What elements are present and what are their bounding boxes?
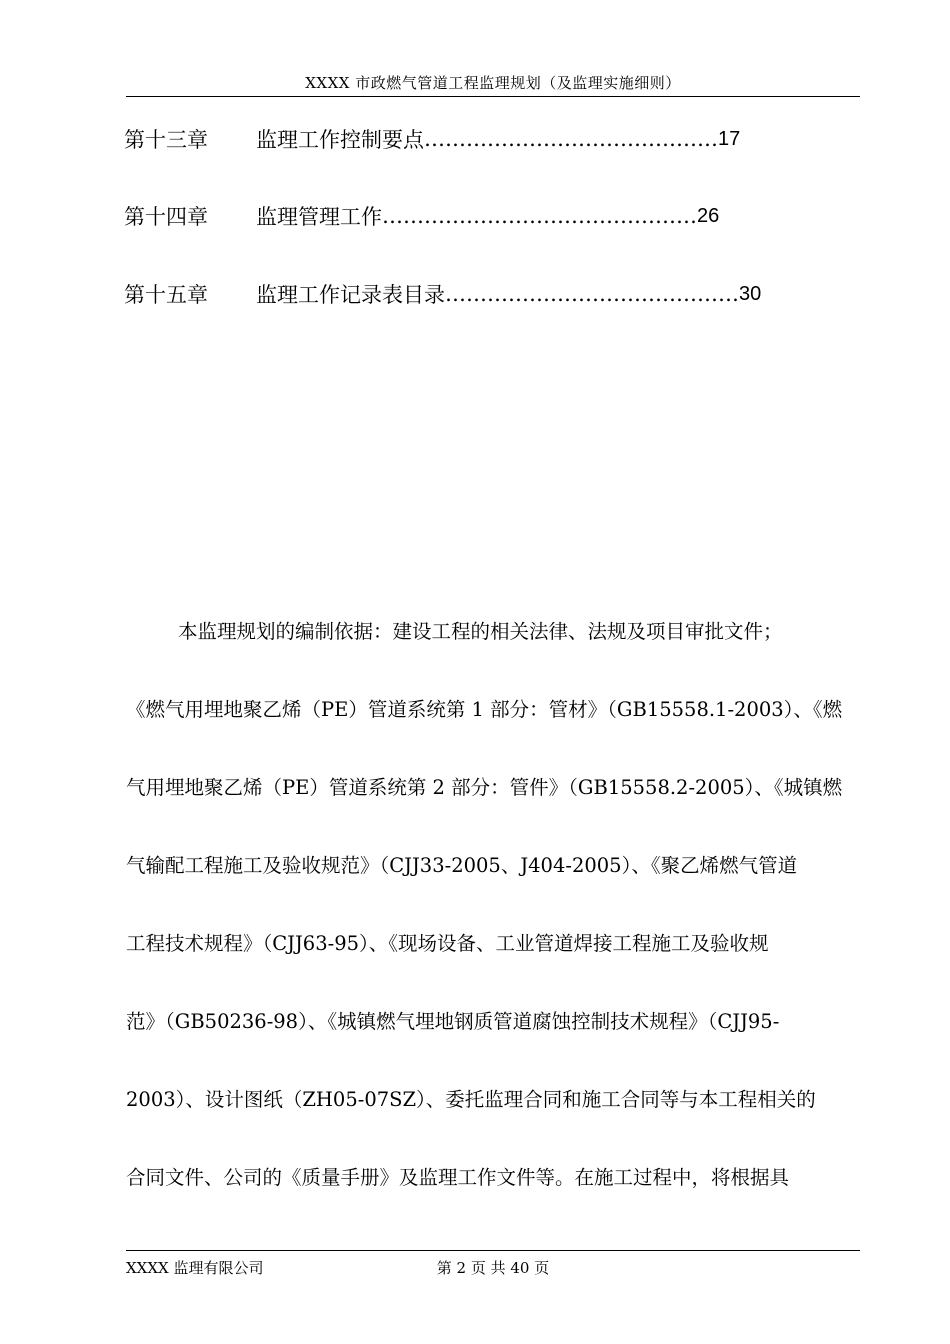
header-title: XXXX 市政燃气管道工程监理规划（及监理实施细则）: [305, 74, 681, 92]
paragraph-line: 工程技术规程》（CJJ63-95）、《现场设备、工业管道焊接工程施工及验收规: [126, 932, 769, 955]
paragraph-line: 2003）、设计图纸（ZH05-07SZ）、委托监理合同和施工合同等与本工程相关的: [126, 1088, 816, 1111]
toc-leader-dots: ………………………………………: [382, 204, 697, 228]
paragraph-line: 范》（GB50236-98）、《城镇燃气埋地钢质管道腐蚀控制技术规程》（CJJ95-: [126, 1010, 780, 1033]
toc-page-number: 30: [739, 282, 762, 305]
toc-entry[interactable]: [124, 196, 814, 236]
toc-entry[interactable]: [124, 119, 814, 159]
toc-chapter: 第十五章: [124, 283, 208, 307]
toc-title: 监理工作记录表目录: [256, 283, 445, 307]
toc-leader-dots: ……………………………………: [424, 127, 718, 151]
paragraph-line: 气输配工程施工及验收规范》（CJJ33-2005、J404-2005）、《聚乙烯燃气管道: [126, 854, 798, 877]
toc-chapter: 第十四章: [124, 205, 208, 229]
toc-page-number: 17: [718, 127, 741, 150]
page-footer: [126, 1250, 860, 1281]
footer-page-info: 第 2 页 共 40 页: [436, 1259, 550, 1277]
footer-company: XXXX 监理有限公司: [126, 1259, 264, 1277]
toc-entry[interactable]: [124, 274, 814, 314]
paragraph-line: 气用埋地聚乙烯（PE）管道系统第 2 部分：管件》（GB15558.2-2005）、《城镇燃: [126, 776, 843, 799]
toc-page-number: 26: [697, 204, 720, 227]
paragraph-line: 《燃气用埋地聚乙烯（PE）管道系统第 1 部分：管材》（GB15558.1-2003）、《燃: [126, 698, 843, 721]
paragraph-line: 合同文件、公司的《质量手册》及监理工作文件等。在施工过程中，将根据具: [126, 1166, 790, 1189]
toc-leader-dots: ……………………………………: [445, 282, 739, 306]
page-header: [126, 64, 860, 97]
paragraph-line: 本监理规划的编制依据：建设工程的相关法律、法规及项目审批文件；: [178, 620, 783, 643]
toc-title: 监理管理工作: [256, 205, 382, 229]
body-paragraph: [126, 593, 860, 1217]
toc-title: 监理工作控制要点: [256, 128, 424, 152]
toc-chapter: 第十三章: [124, 128, 208, 152]
